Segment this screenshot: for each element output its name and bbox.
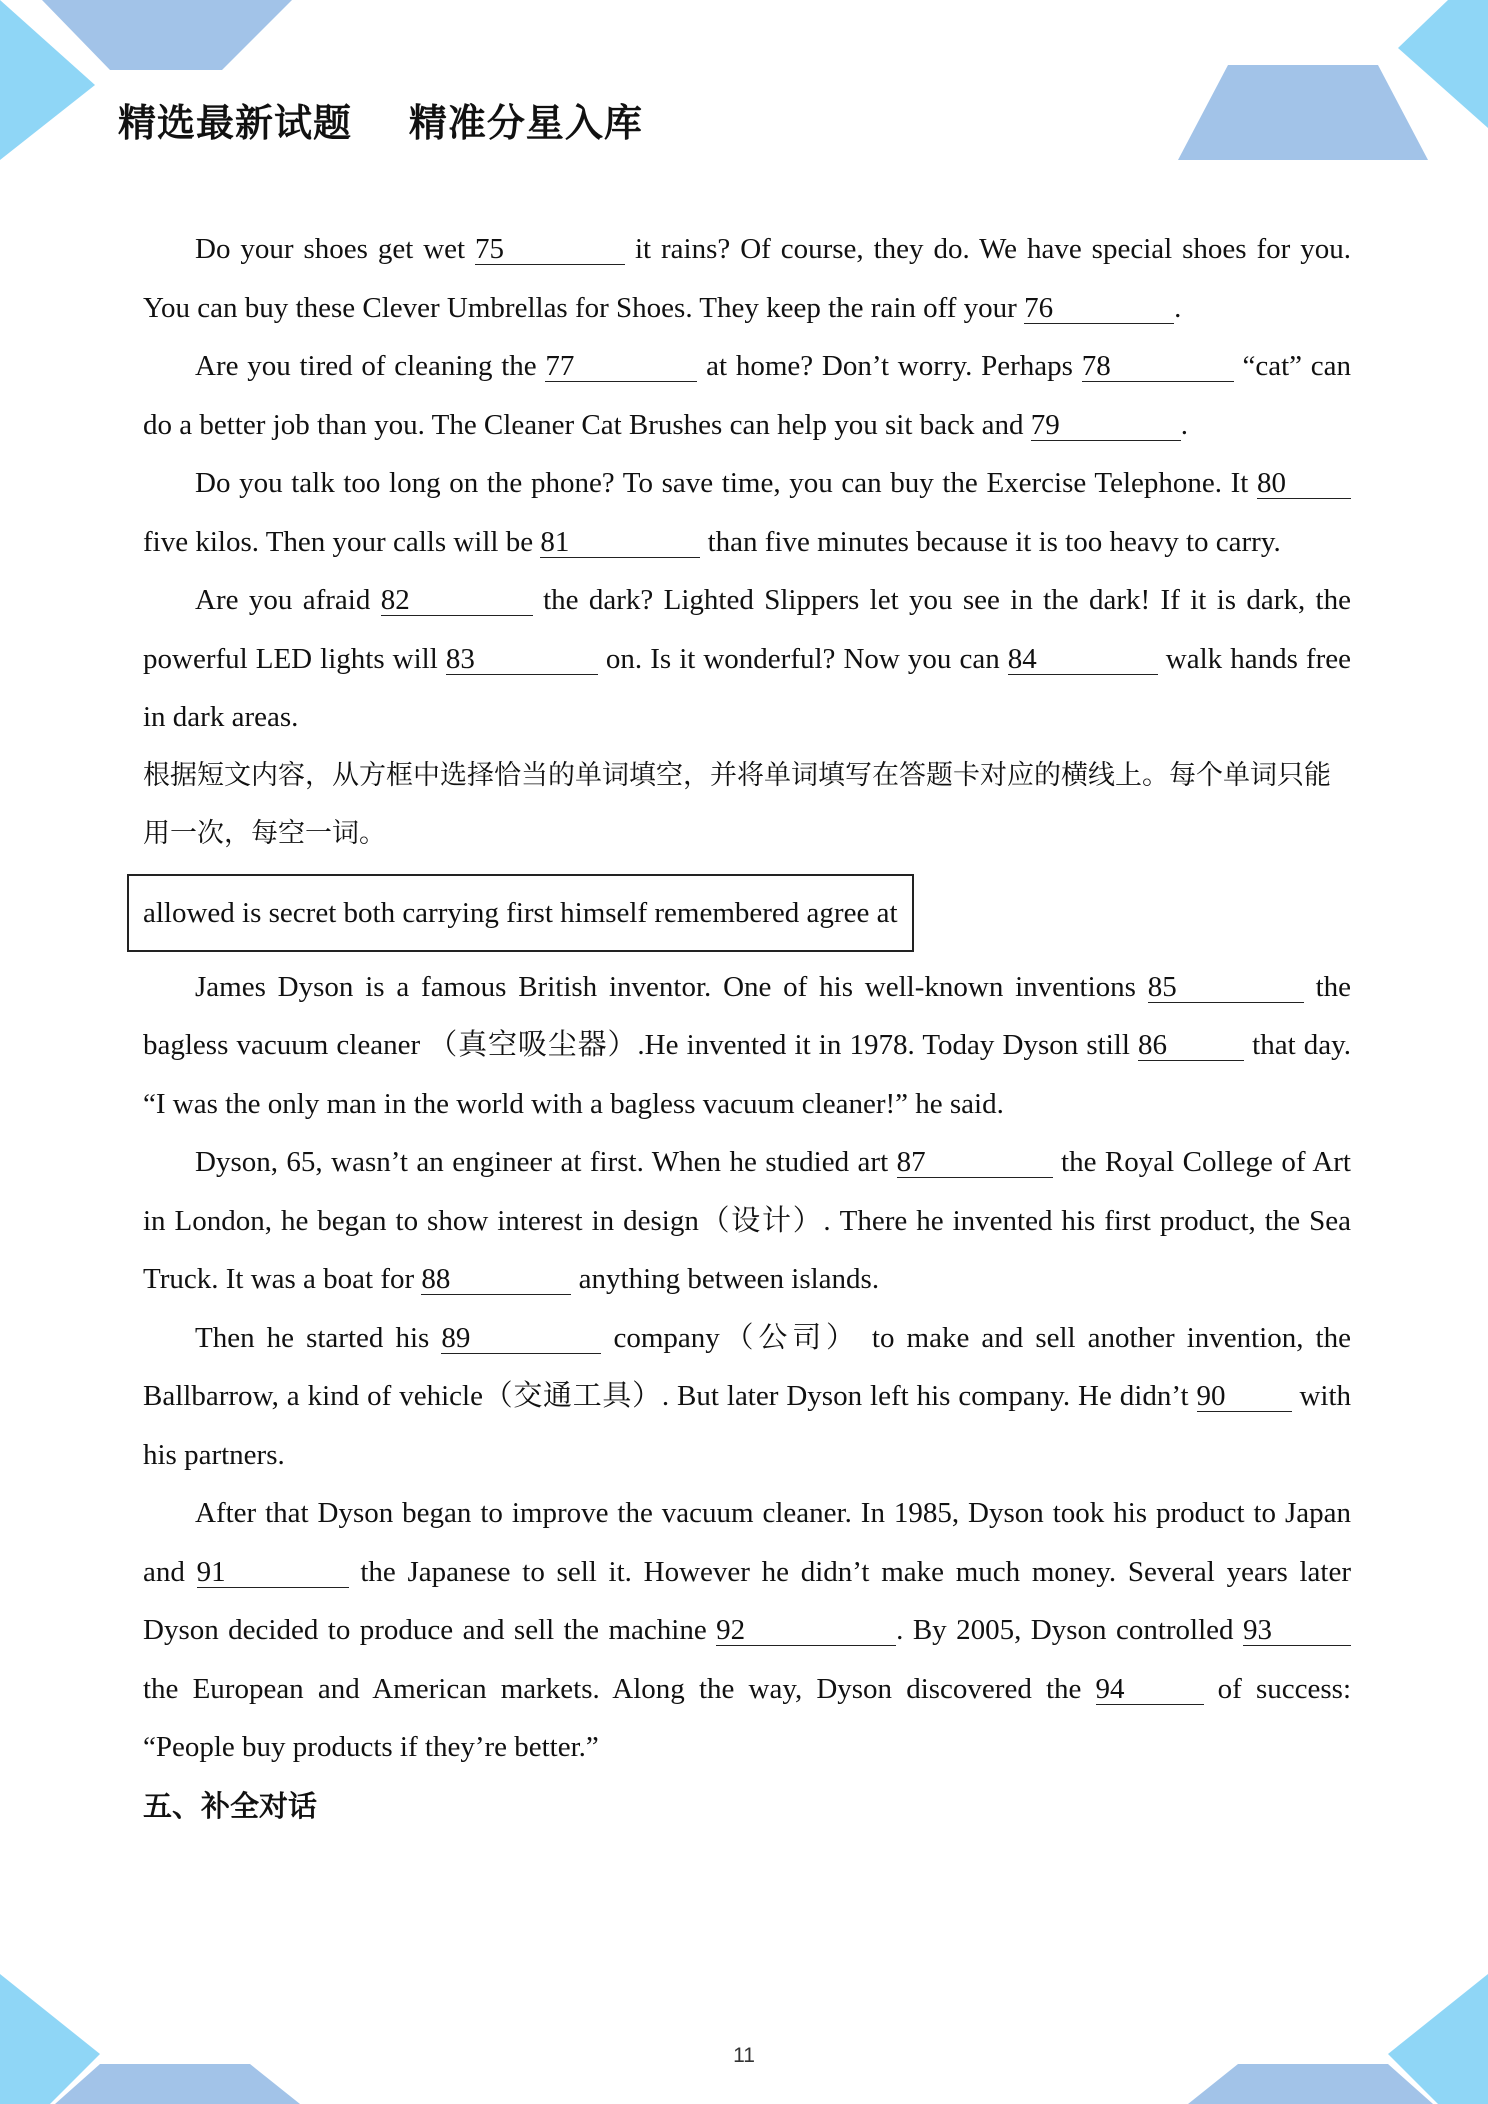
blank-81: 81 [540,528,700,558]
text: at home? Don’t worry. Perhaps [697,350,1082,382]
blank-82: 82 [381,586,533,616]
text: five kilos. Then your calls will be [143,525,541,558]
blank-94: 94 [1096,1675,1204,1705]
blank-77: 77 [545,352,697,382]
text: Do you talk too long on the phone? To save time, you can buy the Exercise Telephone. It [195,467,1257,499]
top-right-trapezoid [1178,65,1428,160]
text: . [1174,291,1182,324]
text: the Royal College of Art in London, he began to show interest in design（设计）. There he invented his first product, the Sea Truck. It was a boat for [143,1146,1351,1295]
section-heading: 五、补全对话 [143,1788,318,1823]
blank-90: 90 [1197,1382,1292,1412]
header-title: 精选最新试题 精准分星入库 [118,101,643,145]
text: company（公司） to make and sell another invention, the Ballbarrow, a kind of vehicle（交通工具）. But later Dyson left his company. He didn’t [143,1321,1351,1412]
text: Then he started his [195,1321,442,1354]
page-content [143,220,1351,1835]
blank-92: 92 [716,1616,896,1646]
blank-88: 88 [421,1265,571,1295]
blank-84: 84 [1008,645,1158,675]
text: that day. “I was the only man in the world with a bagless vacuum cleaner!” he said. [143,1029,1351,1120]
text: the Japanese to sell it. However he didn’t make much money. Several years later Dyson decided to produce and sell the machine [143,1555,1351,1646]
bottom-right-trapezoid [1188,2064,1433,2104]
text: Are you tired of cleaning the [195,350,546,382]
text: Dyson, 65, wasn’t an engineer at first. When he studied art [195,1146,897,1178]
bottom-left-decoration [0,1934,320,2104]
text: the dark? Lighted Slippers let you see in the dark! If it is dark, the powerful LED lights will [143,584,1351,675]
text: with his partners. [143,1380,1352,1471]
text: . By 2005, Dyson controlled [896,1614,1243,1646]
blank-79: 79 [1031,411,1181,441]
blank-93: 93 [1243,1616,1351,1646]
top-right-triangle [1398,0,1488,128]
text: Do your shoes get wet [195,233,476,265]
text: the bagless vacuum cleaner （真空吸尘器）.He invented it in 1978. Today Dyson still [143,970,1351,1061]
bottom-right-decoration [1168,1934,1488,2104]
top-right-decoration [1158,0,1488,170]
passage2-paragraph-2 [143,1133,1351,1309]
passage1-paragraph-1 [143,220,1351,337]
page-number: 11 [733,2044,755,2067]
word-box: allowed is secret both carrying first himself remembered agree at [127,874,914,952]
text: the European and American markets. Along the way, Dyson discovered the [143,1672,1096,1705]
top-left-trapezoid [42,0,292,70]
bottom-left-trapezoid [55,2064,300,2104]
blank-83: 83 [446,645,598,675]
blank-86: 86 [1138,1031,1244,1061]
blank-87: 87 [897,1148,1053,1178]
passage1-paragraph-4 [143,571,1351,747]
blank-89: 89 [441,1324,601,1354]
blank-76: 76 [1024,294,1174,324]
text: it rains? Of course, they do. We have special shoes for you. You can buy these Clever Umbrellas for Shoes. They keep the rain off your [143,233,1352,324]
text: “cat” can do a better job than you. The Cleaner Cat Brushes can help you sit back and [143,350,1351,441]
text: Are you afraid [195,584,381,616]
passage2-paragraph-1 [143,958,1351,1134]
passage2-paragraph-3 [143,1309,1351,1485]
blank-78: 78 [1082,352,1234,382]
text: than five minutes because it is too heavy to carry. [700,525,1281,558]
passage1-paragraph-3 [143,454,1351,571]
text: on. Is it wonderful? Now you can [597,642,1008,675]
passage1-paragraph-2 [143,337,1351,454]
instruction-text: 根据短文内容，从方框中选择恰当的单词填空，并将单词填写在答题卡对应的横线上。每个单词只能用一次，每空一词。 [143,759,1331,849]
blank-85: 85 [1148,973,1304,1003]
passage2-paragraph-4 [143,1484,1351,1777]
text: James Dyson is a famous British inventor. One of his well-known inventions [195,970,1148,1003]
blank-91: 91 [197,1558,349,1588]
text: anything between islands. [571,1263,880,1295]
text: After that Dyson began to improve the vacuum cleaner. In 1985, Dyson took his product to Japan and [143,1497,1351,1588]
text: . [1180,408,1189,441]
blank-80: 80 [1257,469,1351,499]
blank-75: 75 [475,235,625,265]
text: of success: “People buy products if they’re better.” [143,1672,1351,1763]
text: walk hands free in dark areas. [143,642,1351,733]
